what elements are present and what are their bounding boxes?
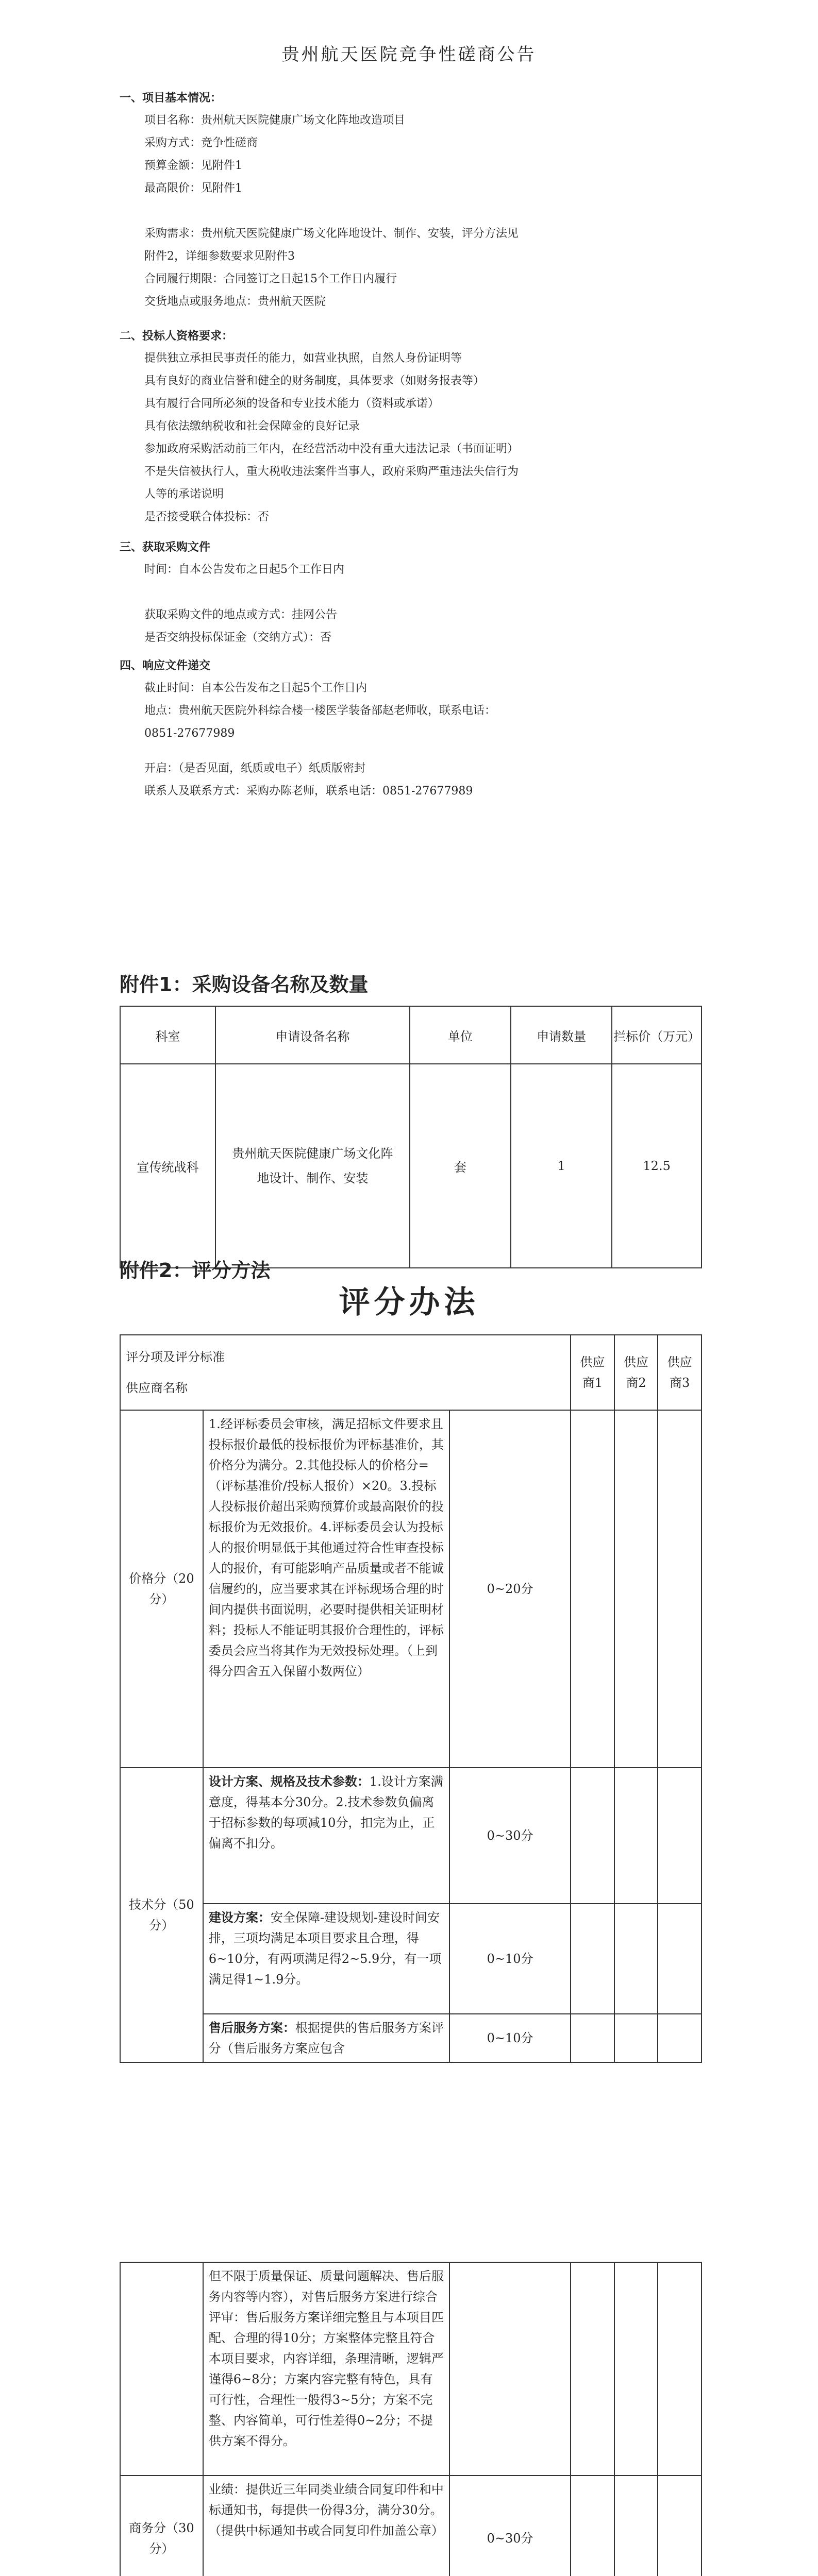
score-cell — [571, 1904, 614, 2014]
score-cell — [614, 1904, 658, 2014]
category-cell: 价格分（20分） — [120, 1410, 203, 1768]
text-line: 开启：（是否见面，纸质或电子）纸质版密封 — [144, 762, 366, 775]
table-cell: 宣传统战科 — [120, 1064, 215, 1268]
text-line: 截止时间：自本公告发布之日起5个工作日内 — [144, 682, 367, 694]
score-cell — [658, 1768, 702, 1904]
criteria-name: 建设方案： — [208, 1910, 271, 1925]
category-cell: 商务分（30分） — [120, 2476, 203, 2576]
range-cell — [449, 2262, 571, 2476]
criteria-cell: 但不限于质量保证、质量问题解决、售后服务内容等内容），对售后服务方案进行综合评审：售后服务方案详细完整且与本项目匹配、合理的得10分；方案整体完整且符合本项目要求，内容详细，条理清晰，逻辑严谨得6~8分；方案内容完整有特色，具有可行性，合理性一般得3~5分；方案不完整、内容简单，可行性差得0~2分；不提供方案不得分。 — [203, 2262, 449, 2476]
score-cell — [614, 1410, 658, 1768]
section-body — [120, 558, 702, 649]
text-line — [144, 581, 702, 604]
table-row-price — [120, 1410, 702, 1768]
table-cell: 12.5 — [612, 1064, 702, 1268]
table-row-tech — [120, 1768, 702, 1904]
text-line: 合同履行期限：合同签订之日起15个工作日内履行 — [144, 273, 397, 285]
score-cell — [658, 2014, 702, 2062]
section-body — [120, 109, 702, 313]
table-header: 单位 — [410, 1006, 511, 1064]
table-header: 申请设备名称 — [215, 1006, 410, 1064]
text-line: 地点：贵州航天医院外科综合楼一楼医学装备部赵老师收，联系电话： — [144, 704, 496, 717]
score-cell — [658, 1410, 702, 1768]
table-row-tech — [120, 1904, 702, 2014]
table-row-tech — [120, 2014, 702, 2062]
score-cell — [658, 2262, 702, 2476]
header-label: 评分项及评分标准 — [126, 1350, 225, 1364]
text-line: 是否交纳投标保证金（交纳方式）：否 — [144, 631, 332, 644]
score-cell — [571, 2476, 614, 2576]
text-line — [144, 200, 702, 223]
text-line: 提供独立承担民事责任的能力，如营业执照，自然人身份证明等 — [144, 352, 462, 365]
section-heading: 三、获取采购文件 — [120, 540, 211, 554]
text-line: 不是失信被执行人，重大税收违法案件当事人，政府采购严重违法失信行为 — [144, 465, 519, 478]
text-line: 采购方式：竞争性磋商 — [144, 137, 258, 149]
text-line: 具有履行合同所必须的设备和专业技术能力（资料或承诺） — [144, 397, 440, 410]
criteria-name: 设计方案、规格及技术参数： — [208, 1774, 370, 1789]
section-heading: 四、响应文件递交 — [120, 659, 211, 672]
table-row-business — [120, 2476, 702, 2576]
score-cell — [614, 2262, 658, 2476]
text-line: 参加政府采购活动前三年内，在经营活动中没有重大违法记录（书面证明） — [144, 443, 519, 455]
supplier-header: 供应商1 — [571, 1335, 614, 1410]
score-cell — [571, 1768, 614, 1904]
criteria-name: 售后服务方案： — [208, 2020, 295, 2035]
equipment-table — [120, 1006, 702, 1268]
document-title: 贵州航天医院竞争性磋商公告 — [281, 44, 537, 65]
table-header: 拦标价（万元） — [612, 1006, 702, 1064]
text-line: 采购需求：贵州航天医院健康广场文化阵地设计、制作、安装，评分方法见 — [144, 227, 519, 240]
range-cell: 0~10分 — [449, 2014, 571, 2062]
attachment2-title: 附件2：评分方法 — [120, 1259, 271, 1282]
scoring-method-title: 评分办法 — [339, 1284, 479, 1320]
score-cell — [571, 2014, 614, 2062]
table-cell: 贵州航天医院健康广场文化阵地设计、制作、安装 — [215, 1064, 410, 1268]
score-cell — [614, 1768, 658, 1904]
category-cell: 技术分（50分） — [120, 1768, 203, 2062]
category-cell — [120, 2262, 203, 2476]
table-cell: 1 — [511, 1064, 612, 1268]
header-label: 供应商名称 — [126, 1381, 188, 1395]
table-header — [120, 1335, 571, 1410]
score-cell — [571, 1410, 614, 1768]
criteria-text: 根据提供的售后服务方案评分（售后服务方案应包含 — [208, 2021, 444, 2056]
score-cell — [614, 2014, 658, 2062]
text-line: 最高限价：见附件1 — [144, 182, 242, 195]
table-header: 申请数量 — [511, 1006, 612, 1064]
text-line: 联系人及联系方式：采购办陈老师，联系电话：0851-27677989 — [144, 785, 473, 798]
text-line: 交货地点或服务地点：贵州航天医院 — [144, 295, 326, 308]
score-cell — [571, 2262, 614, 2476]
section-body — [120, 347, 702, 529]
score-cell — [658, 2476, 702, 2576]
attachment1-title: 附件1：采购设备名称及数量 — [120, 973, 369, 996]
table-header: 科室 — [120, 1006, 215, 1064]
section-obtain-docs — [120, 536, 702, 649]
section-body — [120, 677, 702, 745]
criteria-cell — [203, 1904, 449, 2014]
section-qualification — [120, 325, 702, 529]
supplier-header: 供应商3 — [658, 1335, 702, 1410]
text-line: 是否接受联合体投标：否 — [144, 511, 270, 523]
table-header-row — [120, 1006, 702, 1064]
text-line: 人等的承诺说明 — [144, 488, 224, 501]
section-heading: 二、投标人资格要求： — [120, 329, 233, 343]
table-header-row — [120, 1335, 702, 1410]
scoring-table — [120, 1334, 702, 2063]
section-basic-info — [120, 87, 702, 313]
section-opening — [120, 757, 702, 803]
range-cell: 0~20分 — [449, 1410, 571, 1768]
section-submission — [120, 654, 702, 745]
score-cell — [658, 1904, 702, 2014]
text-line: 预算金额：见附件1 — [144, 159, 242, 172]
criteria-cell: 业绩：提供近三年同类业绩合同复印件和中标通知书，每提供一份得3分，满分30分。（提供中标通知书或合同复印件加盖公章） — [203, 2476, 449, 2576]
text-line: 0851-27677989 — [144, 727, 235, 740]
table-cell: 套 — [410, 1064, 511, 1268]
range-cell: 0~10分 — [449, 1904, 571, 2014]
table-row — [120, 1064, 702, 1268]
criteria-cell: 1.经评标委员会审核，满足招标文件要求且投标报价最低的投标报价为评标基准价，其价格分为满分。2.其他投标人的价格分=（评标基准价/投标人报价）×20。3.投标人投标报价超出采购预算价或最高限价的投标报价为无效报价。4.评标委员会认为投标人的报价明显低于其他通过符合性审查投标人的报价，有可能影响产品质量或者不能诚信履约的，应当要求其在评标现场合理的时间内提供书面说明，必要时提供相关证明材料；投标人不能证明其报价合理性的，评标委员会应当将其作为无效投标处理。（上到得分四舍五入保留小数两位） — [203, 1410, 449, 1768]
text-line: 具有良好的商业信誉和健全的财务制度，具体要求（如财务报表等） — [144, 375, 485, 387]
criteria-text: 1.设计方案满意度，得基本分30分。2.技术参数负偏离于招标参数的每项减10分，扣完为止，正偏离不扣分。 — [208, 1774, 443, 1851]
range-cell: 0~30分 — [449, 2476, 571, 2576]
section-body — [120, 757, 702, 803]
text-line: 附件2，详细参数要求见附件3 — [144, 250, 295, 263]
criteria-text: 安全保障-建设规划-建设时间安排，三项均满足本项目要求且合理，得6~10分，有两项满足得2~5.9分，有一项满足得1~1.9分。 — [208, 1910, 442, 1987]
text-line: 具有依法缴纳税收和社会保障金的良好记录 — [144, 420, 360, 433]
text-line: 项目名称：贵州航天医院健康广场文化阵地改造项目 — [144, 114, 406, 127]
scoring-table-continued — [120, 2262, 702, 2576]
criteria-cell — [203, 1768, 449, 1904]
text-line: 时间：自本公告发布之日起5个工作日内 — [144, 563, 344, 576]
range-cell: 0~30分 — [449, 1768, 571, 1904]
criteria-cell — [203, 2014, 449, 2062]
section-heading: 一、项目基本情况： — [120, 91, 222, 105]
table-row-tech-cont — [120, 2262, 702, 2476]
supplier-header: 供应商2 — [614, 1335, 658, 1410]
score-cell — [614, 2476, 658, 2576]
text-line: 获取采购文件的地点或方式：挂网公告 — [144, 608, 338, 621]
